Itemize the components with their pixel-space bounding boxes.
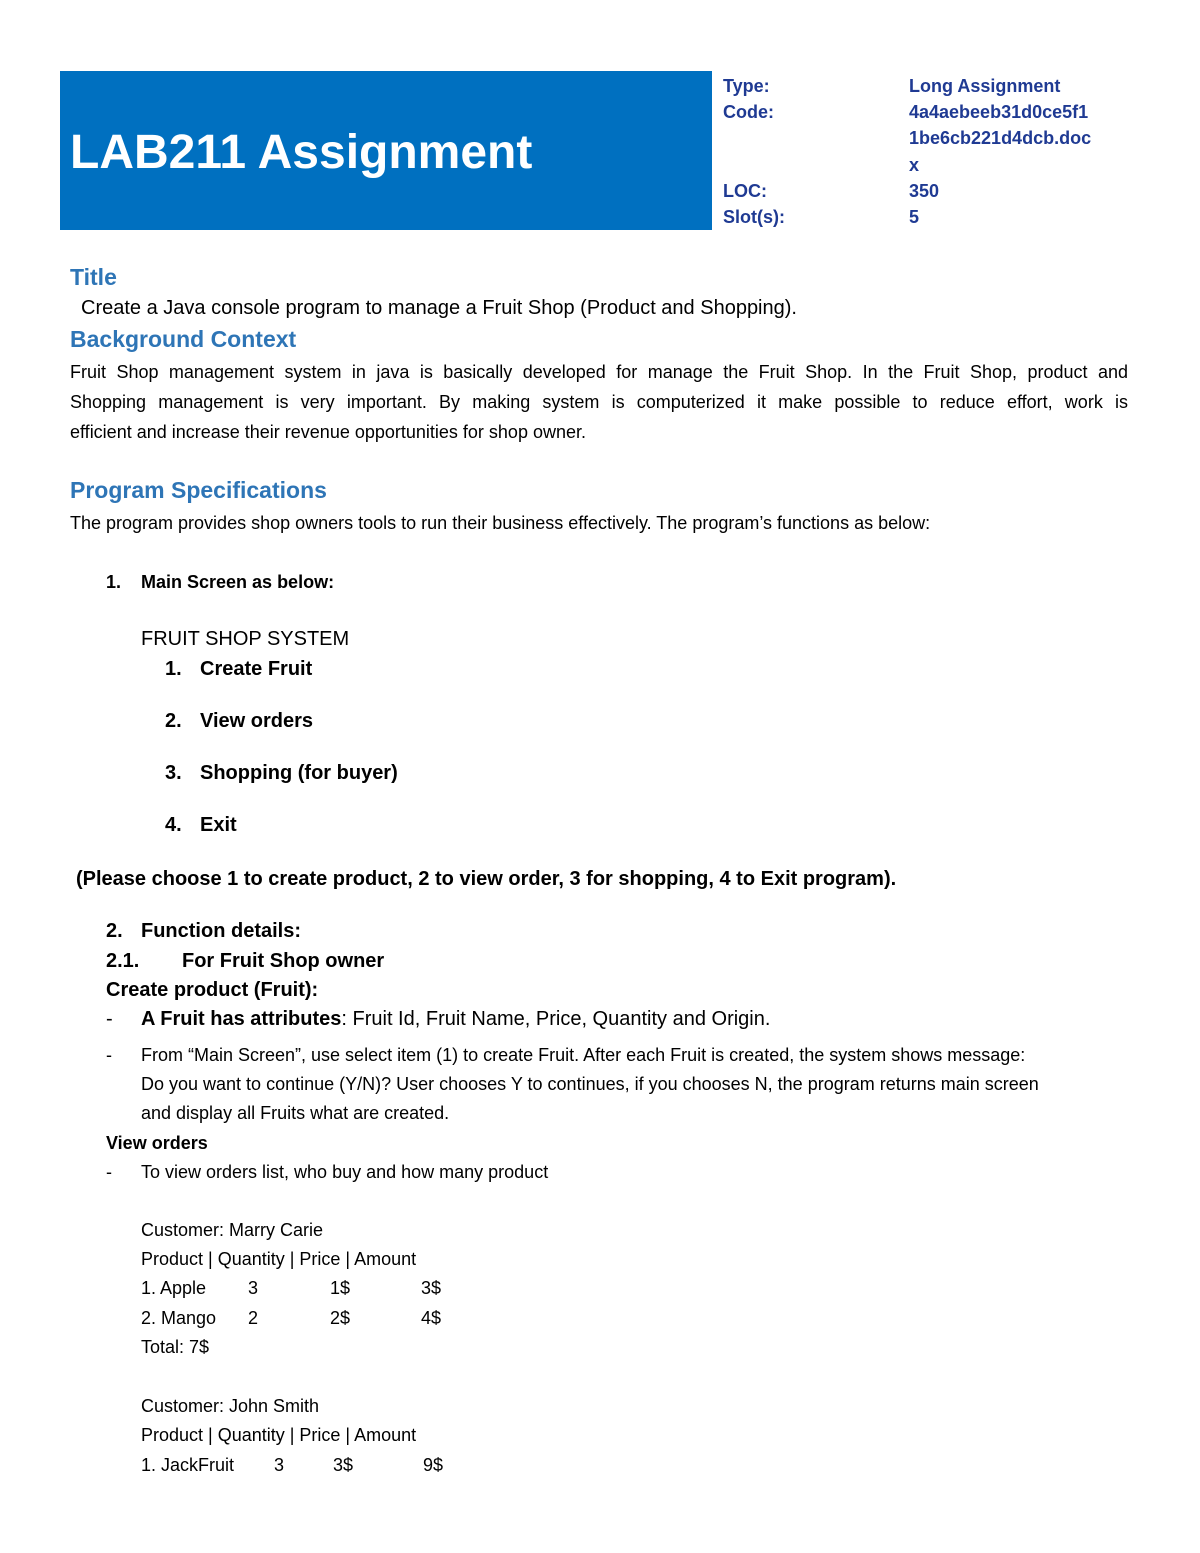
order-2-row-1-product: 1. JackFruit	[141, 1455, 235, 1475]
subsection-number: 2.1.	[106, 950, 140, 972]
menu-number-4: 4.	[165, 814, 182, 836]
bullet-dash-2: -	[106, 1045, 112, 1065]
menu-item-create-fruit: Create Fruit	[200, 658, 313, 680]
order-2-row-1-qty: 3	[274, 1455, 285, 1475]
background-line-2: Shopping management is very important. By making system is computerized it make possible to reduce effort, work is	[70, 392, 1128, 412]
create-product-heading: Create product (Fruit):	[106, 979, 319, 1001]
bullet-view-orders: To view orders list, who buy and how many product	[141, 1162, 549, 1182]
table-row	[141, 1274, 461, 1303]
meta-value-type: Long Assignment	[909, 76, 1061, 96]
title-text: Create a Java console program to manage a Fruit Shop (Product and Shopping).	[81, 297, 797, 319]
order-1-row-2-qty: 2	[248, 1308, 259, 1328]
order-1-customer: Customer: Marry Carie	[141, 1220, 324, 1240]
item2-label: Function details:	[141, 920, 301, 942]
specs-heading: Program Specifications	[70, 477, 327, 503]
menu-number-2: 2.	[165, 710, 182, 732]
background-heading: Background Context	[70, 326, 297, 352]
meta-label-code: Code:	[723, 102, 774, 122]
background-line-3: efficient and increase their revenue opportunities for shop owner.	[70, 422, 586, 442]
meta-value-code: 4a4aebeeb31d0ce5f1	[909, 102, 1089, 122]
item1-label: Main Screen as below:	[141, 572, 335, 592]
meta-label-type: Type:	[723, 76, 770, 96]
order-1-row-1-amount: 3$	[421, 1278, 442, 1298]
bullet-create-flow-3: and display all Fruits what are created.	[141, 1103, 450, 1123]
order-1-total: Total: 7$	[141, 1337, 210, 1357]
order-1-row-1-product: 1. Apple	[141, 1278, 207, 1298]
background-paragraph	[70, 357, 1128, 447]
view-orders-heading: View orders	[106, 1133, 208, 1153]
order-1-row-1-price: 1$	[330, 1278, 351, 1298]
order-1-row-2-product: 2. Mango	[141, 1308, 217, 1328]
menu-item-view-orders: View orders	[200, 710, 314, 732]
order-2-header: Product | Quantity | Price | Amount	[141, 1425, 417, 1445]
menu-title: FRUIT SHOP SYSTEM	[141, 628, 350, 650]
table-row	[141, 1451, 461, 1480]
meta-label-loc: LOC:	[723, 181, 767, 201]
menu-number-3: 3.	[165, 762, 182, 784]
specs-intro: The program provides shop owners tools to run their business effectively. The program’s functions as below:	[70, 513, 931, 533]
meta-value-code-cont: 1be6cb221d4dcb.doc	[909, 128, 1092, 148]
meta-value-loc: 350	[909, 181, 940, 201]
bullet-create-flow-2: Do you want to continue (Y/N)? User chooses Y to continues, if you chooses N, the program returns main screen	[141, 1074, 1039, 1094]
menu-item-exit: Exit	[200, 814, 237, 836]
menu-item-shopping: Shopping (for buyer)	[200, 762, 398, 784]
item2-number: 2.	[106, 920, 123, 942]
meta-value-code-end: x	[909, 155, 920, 175]
order-1-header: Product | Quantity | Price | Amount	[141, 1249, 417, 1269]
choose-note: (Please choose 1 to create product, 2 to view order, 3 for shopping, 4 to Exit program).	[76, 868, 897, 890]
bullet-fruit-attributes-bold: A Fruit has attributes	[141, 1008, 342, 1030]
order-2-row-1-price: 3$	[333, 1455, 354, 1475]
order-1-row-2-price: 2$	[330, 1308, 351, 1328]
subsection-label: For Fruit Shop owner	[182, 950, 385, 972]
bullet-dash-1: -	[106, 1008, 113, 1030]
document-title: LAB211 Assignment	[70, 126, 533, 179]
bullet-fruit-attributes	[141, 1004, 770, 1034]
title-heading: Title	[70, 264, 117, 290]
bullet-fruit-attributes-rest: : Fruit Id, Fruit Name, Price, Quantity and Origin.	[341, 1008, 771, 1030]
background-line-1: Fruit Shop management system in java is basically developed for manage the Fruit Shop. In the Fruit Shop, product and	[70, 362, 1128, 382]
order-2-row-1-amount: 9$	[423, 1455, 444, 1475]
order-1-row-1-qty: 3	[248, 1278, 259, 1298]
bullet-dash-3: -	[106, 1162, 112, 1182]
bullet-create-flow-1: From “Main Screen”, use select item (1) to create Fruit. After each Fruit is created, the system shows message:	[141, 1045, 1026, 1065]
meta-value-slots: 5	[909, 207, 920, 227]
item1-number: 1.	[106, 572, 122, 592]
order-1-row-2-amount: 4$	[421, 1308, 442, 1328]
table-row	[141, 1304, 461, 1333]
order-2-customer: Customer: John Smith	[141, 1396, 320, 1416]
meta-label-slots: Slot(s):	[723, 207, 785, 227]
menu-number-1: 1.	[165, 658, 182, 680]
